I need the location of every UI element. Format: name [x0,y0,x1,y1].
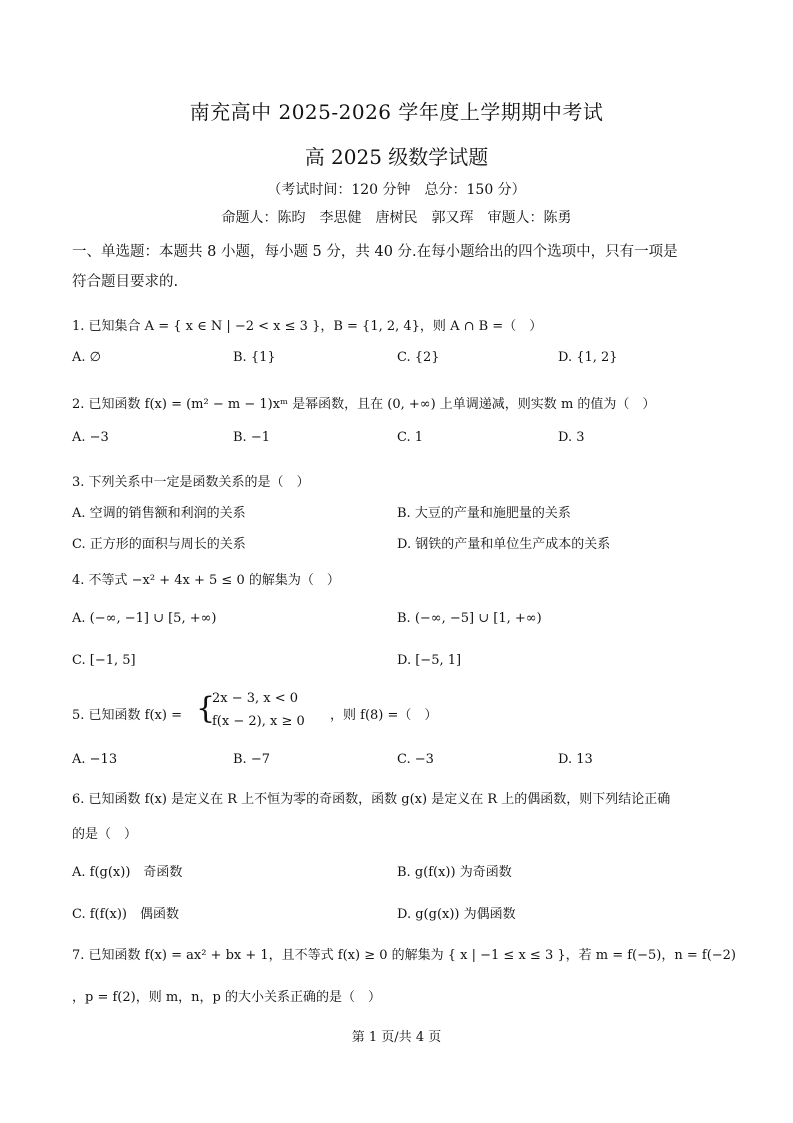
exam-subtitle: 高 2025 级数学试题 [304,145,489,169]
exam-authors: 命题人：陈昀 李思健 唐树民 郭又珲 审题人：陈勇 [221,210,572,226]
q3-option-d: D. 钢铁的产量和单位生产成本的关系 [397,537,611,552]
q4-option-b: B. (−∞, −5] ∪ [1, +∞) [397,611,542,626]
q3-option-b: B. 大豆的产量和施肥量的关系 [397,506,571,521]
q5-option-a: A. −13 [72,752,118,767]
q5-case2: f(x − 2), x ≥ 0 [212,714,305,729]
q5-stem-prefix: 5. 已知函数 f(x) = [72,708,182,723]
q1-stem: 1. 已知集合 A = { x ∈ N | −2 < x ≤ 3 }，B = {1, 2, 4}，则 A ∩ B =（ ） [72,319,543,334]
q3-stem: 3. 下列关系中一定是函数关系的是（ ） [72,475,310,490]
q1-option-d: D. {1, 2} [558,350,618,365]
q6-option-b: B. g(f(x)) 为奇函数 [397,865,512,880]
q2-option-c: C. 1 [397,430,424,445]
q4-option-a: A. (−∞, −1] ∪ [5, +∞) [72,611,217,626]
q2-option-a: A. −3 [72,430,109,445]
page-footer: 第 1 页/共 4 页 [351,1030,442,1045]
q4-option-c: C. [−1, 5] [72,653,136,668]
q6-stem-line1: 6. 已知函数 f(x) 是定义在 R 上不恒为零的奇函数，函数 g(x) 是定义在 R 上的偶函数，则下列结论正确 [72,792,671,807]
q2-option-b: B. −1 [233,430,270,445]
section-heading-line2: 符合题目要求的. [72,274,179,290]
q4-option-d: D. [−5, 1] [397,653,462,668]
q3-option-c: C. 正方形的面积与周长的关系 [72,537,246,552]
q1-option-b: B. {1} [233,350,276,365]
section-heading-line1: 一、单选题：本题共 8 小题，每小题 5 分，共 40 分.在每小题给出的四个选项中，只有一项是 [72,244,678,260]
q1-option-c: C. {2} [397,350,440,365]
q5-option-b: B. −7 [233,752,270,767]
q5-brace: { [196,691,216,726]
exam-info: （考试时间：120 分钟 总分：150 分） [267,182,526,198]
q7-stem-line1: 7. 已知函数 f(x) = ax² + bx + 1，且不等式 f(x) ≥ 0 的解集为 { x | −1 ≤ x ≤ 3 }，若 m = f(−5)，n = f(−2) [72,948,737,963]
q6-stem-line2: 的是（ ） [72,827,138,842]
q4-stem: 4. 不等式 −x² + 4x + 5 ≤ 0 的解集为（ ） [72,573,340,588]
q5-case1: 2x − 3, x < 0 [212,691,299,706]
q2-stem: 2. 已知函数 f(x) = (m² − m − 1)xᵐ 是幂函数，且在 (0, +∞) 上单调递减，则实数 m 的值为（ ） [72,397,656,412]
q3-option-a: A. 空调的销售额和利润的关系 [72,506,246,521]
q6-option-a: A. f(g(x)) 奇函数 [72,865,183,880]
q7-stem-line2: ，p = f(2)，则 m，n，p 的大小关系正确的是（ ） [72,990,381,1005]
q2-option-d: D. 3 [558,430,585,445]
q1-option-a: A. ∅ [72,350,101,365]
exam-title: 南充高中 2025-2026 学年度上学期期中考试 [189,100,604,124]
q5-stem-suffix: ，则 f(8) =（ ） [330,708,438,723]
q5-option-d: D. 13 [558,752,593,767]
q5-option-c: C. −3 [397,752,434,767]
q6-option-d: D. g(g(x)) 为偶函数 [397,907,516,922]
q6-option-c: C. f(f(x)) 偶函数 [72,907,179,922]
